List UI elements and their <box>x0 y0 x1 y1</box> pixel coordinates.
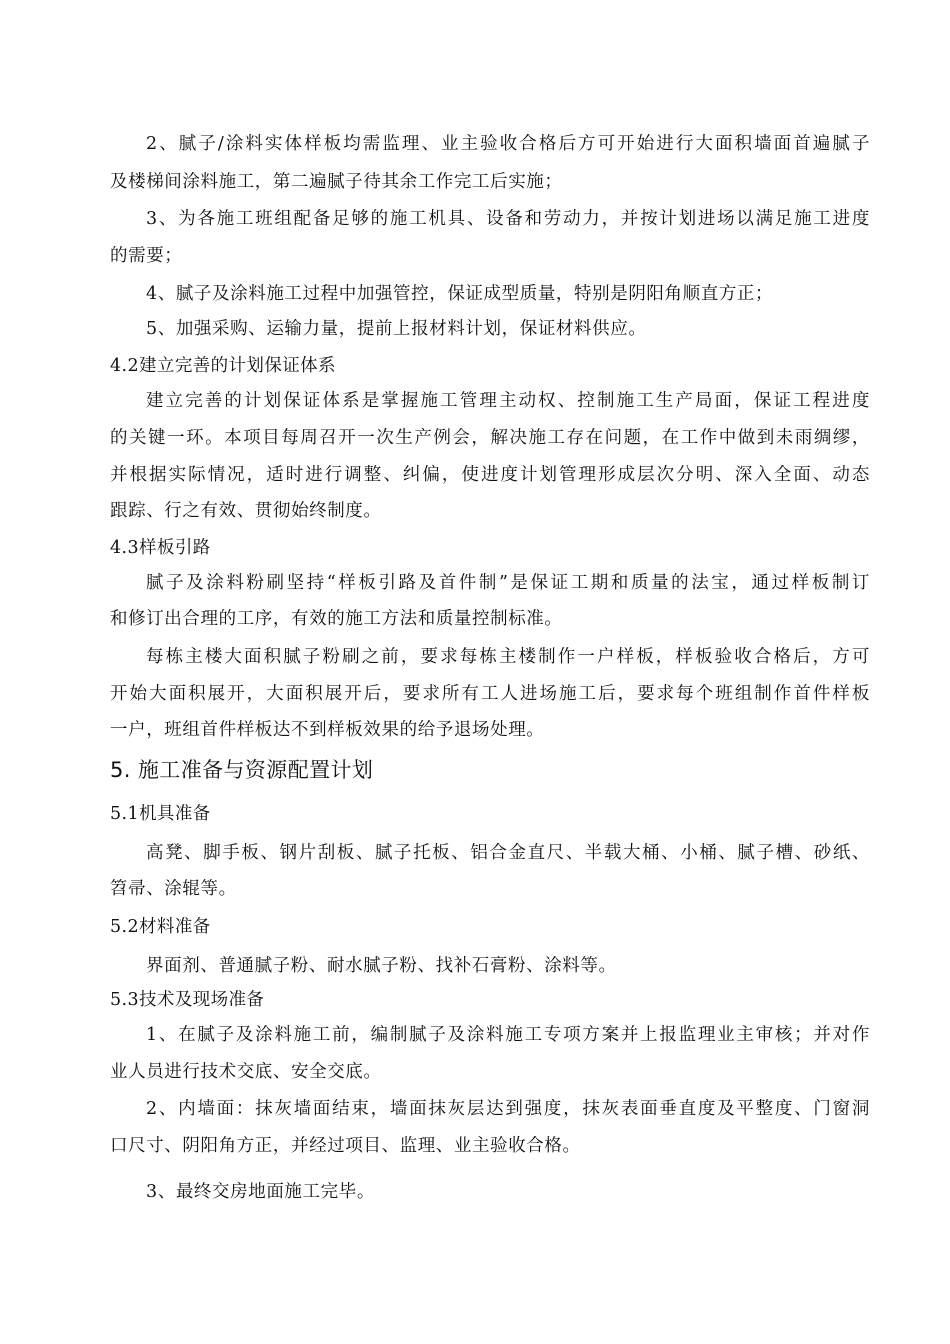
paragraph-line: 的需要； <box>110 246 183 266</box>
paragraph-line: 每栋主楼大面积腻子粉刷之前，要求每栋主楼制作一户样板，样板验收合格后，方可 <box>146 647 870 667</box>
paragraph-line: 和修订出合理的工序，有效的施工方法和质量控制标准。 <box>110 609 563 629</box>
paragraph-line: 5、加强采购、运输力量，提前上报材料计划，保证材料供应。 <box>146 319 647 339</box>
paragraph-line: 3、最终交房地面施工完毕。 <box>146 1182 375 1202</box>
section-heading-5-2: 5.2材料准备 <box>110 917 211 937</box>
paragraph-line: 并根据实际情况，适时进行调整、纠偏，使进度计划管理形成层次分明、深入全面、动态 <box>110 465 870 485</box>
paragraph-line: 2、内墙面：抹灰墙面结束，墙面抹灰层达到强度，抹灰表面垂直度及平整度、门窗洞 <box>146 1099 870 1119</box>
paragraph-line: 笤帚、涂辊等。 <box>110 879 237 899</box>
paragraph-line: 一户，班组首件样板达不到样板效果的给予退场处理。 <box>110 720 545 740</box>
paragraph-line: 1、在腻子及涂料施工前，编制腻子及涂料施工专项方案并上报监理业主审核；并对作 <box>146 1025 870 1045</box>
paragraph-line: 腻子及涂料粉刷坚持“样板引路及首件制”是保证工期和质量的法宝，通过样板制订 <box>146 573 870 593</box>
paragraph-line: 开始大面积展开，大面积展开后，要求所有工人进场施工后，要求每个班组制作首件样板 <box>110 684 870 704</box>
paragraph-line: 2、腻子/涂料实体样板均需监理、业主验收合格后方可开始进行大面积墙面首遍腻子 <box>146 134 870 154</box>
section-heading-5-1: 5.1机具准备 <box>110 804 211 824</box>
paragraph-line: 及楼梯间涂料施工，第二遍腻子待其余工作完工后实施； <box>110 172 563 192</box>
paragraph-line: 3、为各施工班组配备足够的施工机具、设备和劳动力，并按计划进场以满足施工进度 <box>146 209 870 229</box>
section-heading-4-2: 4.2建立完善的计划保证体系 <box>110 356 336 376</box>
paragraph-line: 高凳、脚手板、钢片刮板、腻子托板、铝合金直尺、半载大桶、小桶、腻子槽、砂纸、 <box>146 843 870 863</box>
paragraph-line: 业人员进行技术交底、安全交底。 <box>110 1062 382 1082</box>
paragraph-line: 口尺寸、阴阳角方正，并经过项目、监理、业主验收合格。 <box>110 1136 581 1156</box>
paragraph-line: 4、腻子及涂料施工过程中加强管控，保证成型质量，特别是阴阳角顺直方正； <box>146 284 774 304</box>
section-heading-4-3: 4.3样板引路 <box>110 538 211 558</box>
paragraph-line: 跟踪、行之有效、贯彻始终制度。 <box>110 501 382 521</box>
paragraph-line: 的关键一环。本项目每周召开一次生产例会，解决施工存在问题，在工作中做到未雨绸缪， <box>110 428 870 448</box>
section-heading-5-3: 5.3技术及现场准备 <box>110 990 265 1010</box>
chapter-heading-5: 5. 施工准备与资源配置计划 <box>110 758 374 782</box>
paragraph-line: 界面剂、普通腻子粉、耐水腻子粉、找补石膏粉、涂料等。 <box>146 956 617 976</box>
paragraph-line: 建立完善的计划保证体系是掌握施工管理主动权、控制施工生产局面，保证工程进度 <box>146 391 870 411</box>
